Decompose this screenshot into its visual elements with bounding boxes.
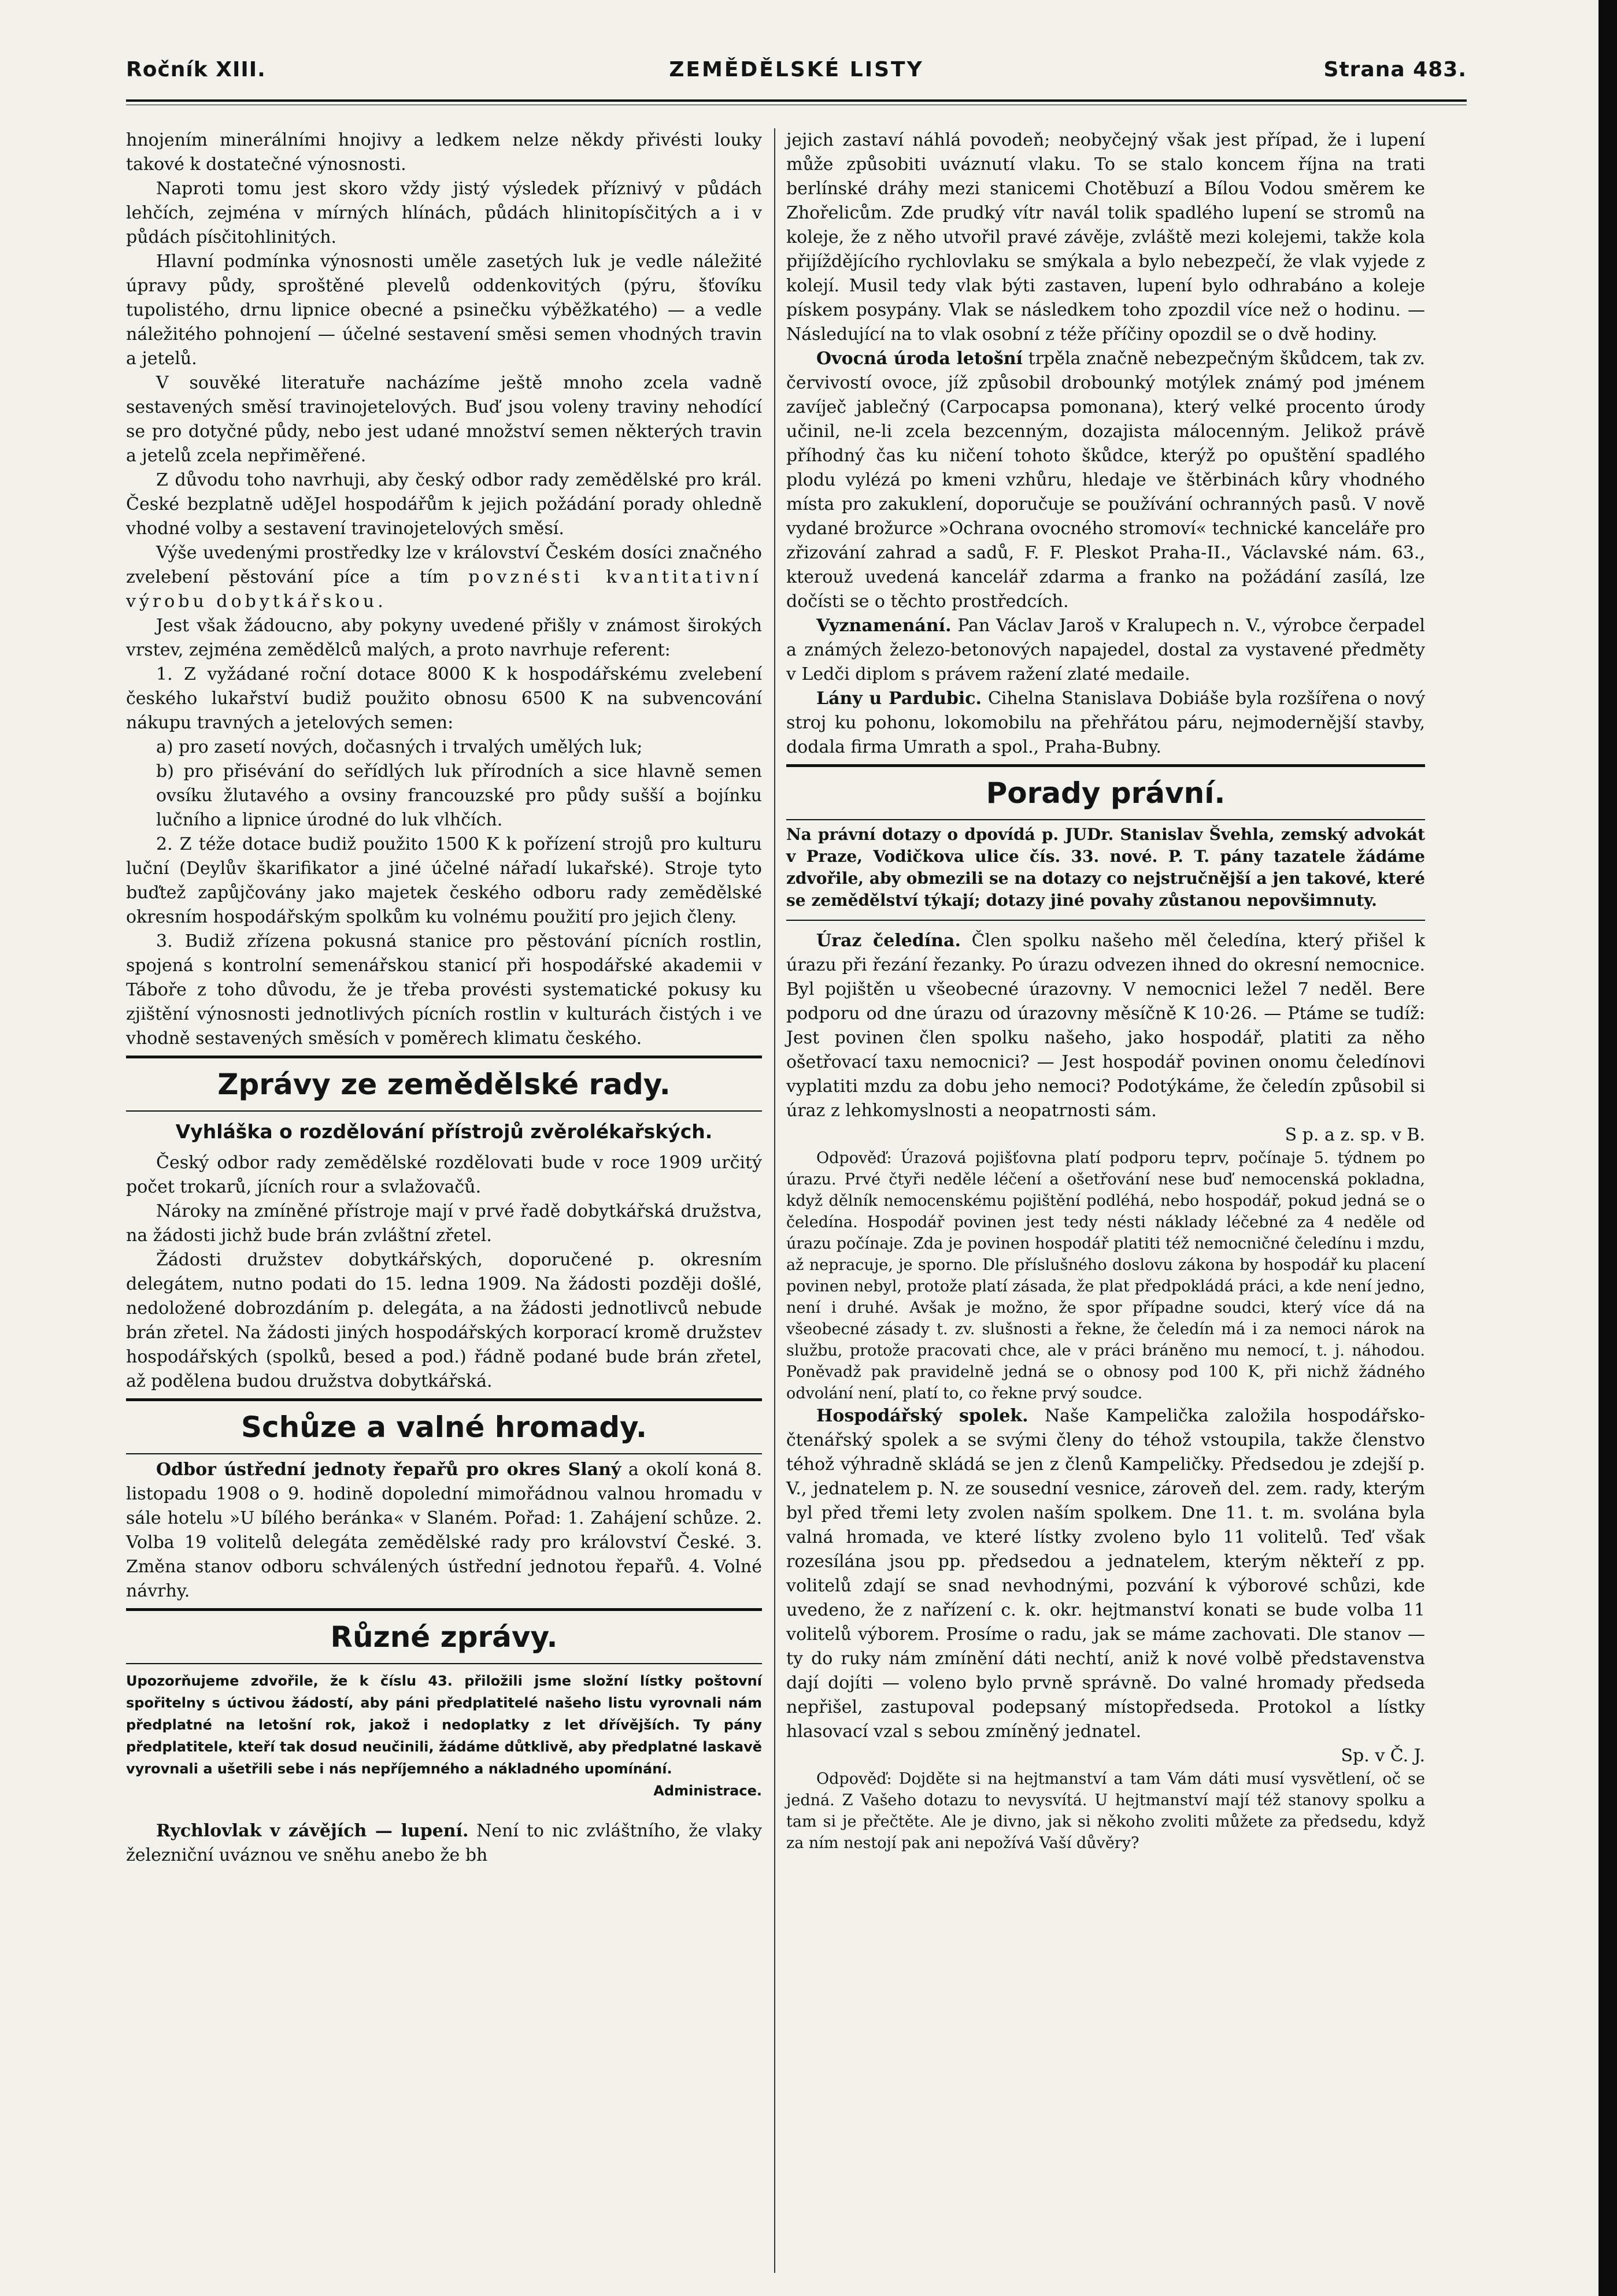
answer: Odpověď: Dojděte si na hejtmanství a tam Vám dáti musí vysvětlení, oč se jedná. Z Vašeho dotazu to nevysvítá. U hejtmanství mají též stanovy spolku a tam si je přečtěte. Ale je divno, jak si někoho zvoliti můžete za předsedu, když za ním nestojí pak ani nepožívá Vaší důvěry? (786, 1770, 1425, 1852)
spaced-emphasis: povznésti kvantitativní výrobu dobytkářskou. (126, 567, 762, 612)
paragraph: Český odbor rady zemědělské rozdělovati bude v roce 1909 určitý počet trokarů, jícních rour a svlažovačů. (126, 1153, 762, 1197)
question-signature: Sp. v Č. J. (1341, 1746, 1425, 1766)
paragraph-text: Není to nic zvláštního, že vlaky železniční uváznou ve sněhu anebo že bh (126, 1821, 762, 1865)
paragraph: Žádosti družstev dobytkářských, doporučené p. okresním delegátem, nutno podati do 15. ledna 1909. Na žádosti později došlé, nedoložené dobrozdáním p. delegáta, a na žádosti jednotlivců nebude brán zřetel. Na žádosti jiných hospodářských korporací kromě družstev hospodářských (spolků, besed a pod.) řádně podané bude brán zřetel, až podělena budou družstva dobytkářská. (126, 1250, 762, 1391)
paragraph (786, 347, 1425, 614)
paragraph: Jest však žádoucno, aby pokyny uvedené přišly v známost širokých vrstev, zejména zemědělců malých, a proto navrhuje referent: (126, 616, 762, 660)
lead-in: Odbor ústřední jednoty řepařů pro okres Slaný (156, 1460, 621, 1480)
paragraph-text: Výše uvedenými prostředky lze v království Českém dosíci značného zvelebení pěstování píce a tím (126, 543, 762, 587)
paragraph: Nároky na zmíněné přístroje mají v prvé řadě dobytkářská družstva, na žádosti jichž bude brán zvláštní zřetel. (126, 1201, 762, 1246)
section-heading: Porady právní. (786, 764, 1425, 820)
paragraph: 1. Z vyžádané roční dotace 8000 K k hospodářskému zvelebení českého lukařství budiž použito obnosu 6500 K na subvencování nákupu travných a jetelových semen: (126, 664, 762, 733)
lead-in: Úraz čeledína. (816, 931, 961, 951)
paragraph-text: a okolí koná 8. listopadu 1908 o 9. hodině dopolední mimořádnou valnou hromadu v sále hotelu »U bílého beránka« v Slaném. Pořad: 1. Zahájení schůze. 2. Volba 19 volitelů delegáta zemědělské rady pro království České. 3. Změna stanov odboru schválených ústřední jednotou řepařů. 4. Volné návrhy. (126, 1460, 763, 1601)
paragraph: 3. Budiž zřízena pokusná stanice pro pěstování pícních rostlin, spojená s kontrolní semenářskou stanicí při hospodářské akademii v Táboře z toho důvodu, že je třeba provésti systematické pokusy ku zjištění výnosnosti jednotlivých pícních rostlin v kulturách čistých i ve vhodně sestavených směsích v poměrech klimatu českého. (126, 931, 762, 1049)
page-header (126, 58, 1467, 98)
paragraph: Naproti tomu jest skoro vždy jistý výsledek příznivý v půdách lehčích, zejména v mírných hlínách, půdách hlinitopísčitých a i v půdách písčitohlinitých. (126, 179, 762, 247)
paragraph: Z důvodu toho navrhuji, aby český odbor rady zemědělské pro král. České bezplatně uděJel hospodářům k jejich požádání porady ohledně vhodné volby a sestavení travinojetelových směsí. (126, 470, 762, 539)
notice-text: Upozorňujeme zdvořile, že k číslu 43. přiložili jsme složní lístky poštovní spořitelny s úctivou žádostí, aby páni předplatitelé našeho listu vyrovnali nám předplatné na letošní rok, jakož i nedoplatky z let dřívějších. Ty pány předplatitele, kteří tak dosud neučinili, žádáme důtklivě, aby předplatné laskavě vyrovnali a ušetřili sebe i nás nepříjemného a nákladného upomínání. (126, 1673, 762, 1777)
question (786, 1404, 1425, 1744)
lead-in: Vyznamenání. (816, 616, 952, 636)
scan-page-edge (1599, 0, 1617, 2296)
paragraph-text: trpěla značně nebezpečným škůdcem, tak zv. červivostí ovoce, jíž způsobil drobounký motýlek známý pod jménem zavíječ jablečný (Carpocapsa pomonana), který velké procento úrody učinil, ne-li zcela bezcenným, dozajista málocenným. Jelikož právě příhodný čas ku ničení tohoto škůdce, kterýž po opuštění spadlého plodu vylézá po kmeni vzhůru, hledaje ve štěrbinách kůry vhodného místa pro zakuklení, doporučuje se používání ochranných pasů. V nově vydané brožurce »Ochrana ovocného stromoví« technické kanceláře pro zřizování zahrad a sadů, F. F. Pleskot Praha-II., Václavské nám. 63., kterouž uvedená kancelář zdarma a franko na požádání zasílá, lze dočísti se o těchto prostředcích. (786, 349, 1425, 612)
legal-intro: Na právní dotazy o dpovídá p. JUDr. Stanislav Švehla, zemský advokát v Praze, Vodičkova ulice čís. 33. nové. P. T. pány tazatele žádáme zdvořile, aby obmezili se na dotazy co nejstručnější a jen takové, které se zemědělství týkají; dotazy jiné povahy zůstanou nepovšimnuty. (786, 824, 1425, 921)
paragraph (126, 1819, 762, 1868)
header-rule (126, 99, 1467, 102)
paragraph-text: Naše Kampelička založila hospodářsko-čtenářský spolek a se svými členy do téhož vstoupila, takže členstvo téhož výhradně skládá se jen z členů Kampeličky. Předsedou je zdejší p. V., jednatelem p. N. ze sousední vesnice, zároveň del. zem. rady, kterým byl před třemi lety zvolen naším spolkem. Dne 11. t. m. svolána byla valná hromada, ve které lístky zvoleno bylo 11 volitelů. Teď však rozesílána jsou pp. předsedou a jednatelem, kterým někteří z pp. volitelů zdají se snad nevhodnými, pozvání k výborové schůzi, kde uvedeno, že z nařízení c. k. okr. hejtmanství konati se bude volba 11 volitelů výborem. Prosíme o radu, jak se máme zachovati. Dle stanov — ty do ruky nám zmínění dáti nechtí, aniž k nové volbě představenstva dají dojíti — voleno bylo prvně správně. Do valné hromady předseda nepřišel, zastupoval podepsaný místopředseda. Protokol a lístky hlasovací vzal s sebou zmíněný jednatel. (786, 1406, 1425, 1742)
journal-title: ZEMĚDĚLSKÉ LISTY (669, 58, 924, 82)
lead-in: Rychlovlak v závějích — lupení. (156, 1821, 469, 1841)
paragraph: V souvěké literatuře nacházíme ještě mnoho zcela vadně sestavených směsí travinojetelových. Buď jsou voleny traviny nehodící se pro dotyčné půdy, nebo jest udané množství semen některých travin a jetelů zcela nepřiměřené. (126, 373, 762, 466)
list-item: b) pro přisévání do seřídlých luk přírodních a sice hlavně semen ovsíku žlutavého a ovsiny francouzské pro půdy sušší a bojínku lučního a lipnice úrodné do luk vlhčích. (156, 761, 762, 830)
paragraph-text: Pan Václav Jaroš v Kralupech n. V., výrobce čerpadel a známých železo-betonových napajedel, dostal za vystavené předměty v Ledči diplom s právem ražení zlaté medaile. (786, 616, 1425, 684)
lead-in: Lány u Pardubic. (816, 688, 982, 709)
section-heading: Zprávy ze zemědělské rady. (126, 1056, 762, 1112)
lead-in: Hospodářský spolek. (816, 1406, 1028, 1426)
paragraph-text: Člen spolku našeho měl čeledína, který přišel k úrazu při řezání řezanky. Po úrazu odvezen ihned do okresní nemocnice. Byl pojištěn u všeobecné úrazovny. V nemocnici ležel 7 neděl. Bere podporu od dne úrazu od úrazovny měsíčně K 10·26. — Ptáme se tudíž: Jest povinen člen spolku našeho, jako hospodář, platiti za něho ošetřovací taxu nemocnici? — Jest hospodář povinen onomu čeledínovi vyplatiti mzdu za dobu jeho nemoci? Podotýkáme, že čeledín způsobil si úraz z lehkomyslnosti a neopatrnosti sám. (786, 931, 1425, 1121)
paragraph (786, 614, 1425, 687)
paragraph: jejich zastaví náhlá povodeň; neobyčejný však jest případ, že i lupení může způsobiti uváznutí vlaku. To se stalo koncem října na trati berlínské dráhy mezi stanicemi Chotěbuzí a Bílou Vodou směrem ke Zhořelicům. Zde prudký vítr navál tolik spadlého lupení se stromů na koleje, že z něho utvořil pravé závěje, zvláště mezi kolejemi, takže kola přijíždějícího rychlovlaku se smýkala a bylo nebezpečí, že vlak vyjede z kolejí. Musil tedy vlak býti zastaven, lupení bylo odhrabáno a koleje pískem posypány. Vlak se následkem toho zpozdil více než o hodinu. — Následující na to vlak osobní z téže příčiny opozdil se o dvě hodiny. (786, 130, 1425, 345)
page-number: Strana 483. (1323, 58, 1467, 82)
paragraph (126, 1458, 762, 1604)
paragraph (126, 541, 762, 614)
paragraph (786, 687, 1425, 760)
answer: Odpověď: Úrazová pojišťovna platí podporu teprv, počínaje 5. týdnem po úrazu. Prvé čtyři neděle léčení a ošetřování nese buď nemocenská pokladna, když dělník nemocenskému pojištění podléhá, nebo hospodář, pokud jedná se o čeledína. Hospodář povinen jest tedy nésti náklady léčebné za 4 neděle od úrazu počínaje. Zda je povinen hospodář platiti též nemocničné čeledínu i mzdu, až nepracuje, je sporno. Dle příslušného doslovu zákona by hospodář ku placení povinen nebyl, protože platí zásada, že plat předpokládá práci, a kde není jedno, není i druhé. Avšak je možno, že spor případne soudci, který více dá na všeobecné zásady t. zv. slušnosti a řekne, že čeledín má i za nemoci nárok na službu, protože pracovati chce, ale v práci bráněno mu nemocí, t. j. náhodou. Poněvadž pak pravidelně jedná se o obnosy pod 100 K, při nichž žádného odvolání není, platí to, co řekne prvý soudce. (786, 1149, 1425, 1402)
section-heading: Schůze a valné hromady. (126, 1398, 762, 1454)
article-heading: Vyhláška o rozdělování přístrojů zvěrolékařských. (175, 1120, 713, 1143)
paragraph: Hlavní podmínka výnosnosti uměle zasetých luk je vedle náležité úpravy půdy, sproštěné plevelů oddenkovitých (pýru, šťovíku tupolistého, drnu lipnice obecné a psinečku výběžkatého) — a vedle náležitého pohnojení — účelné sestavení směsi semen vhodných travin a jetelů. (126, 251, 762, 369)
paragraph: hnojením minerálními hnojivy a ledkem nelze někdy přivésti louky takové k dostatečné výnosnosti. (126, 130, 762, 175)
question (786, 929, 1425, 1123)
section-heading: Různé zprávy. (126, 1608, 762, 1664)
left-column (126, 128, 762, 1868)
list-item: a) pro zasetí nových, dočasných i trvalých umělých luk; (156, 737, 643, 757)
column-divider (774, 128, 775, 2273)
paragraph-text: Cihelna Stanislava Dobiáše byla rozšířena o nový stroj ku pohonu, lokomobilu na přehřátou páru, nejmodernější stavby, dodala firma Umrath a spol., Praha-Bubny. (786, 688, 1425, 757)
notice-signature: Administrace. (653, 1783, 762, 1799)
right-column (786, 128, 1425, 1854)
paragraph: 2. Z téže dotace budiž použito 1500 K k pořízení strojů pro kulturu luční (Deylův škarifikator a jiné účelné nářadí lukařské). Stroje tyto buďtež zapůjčovány jako majetek českého odboru rady zemědělské okresním hospodářským spolkům ku volnému použití pro jejich členy. (126, 834, 762, 927)
volume-label: Ročník XIII. (126, 58, 266, 82)
question-signature: S p. a z. sp. v B. (1285, 1125, 1425, 1145)
lead-in: Ovocná úroda letošní (816, 349, 1023, 369)
subscription-notice (126, 1670, 762, 1802)
